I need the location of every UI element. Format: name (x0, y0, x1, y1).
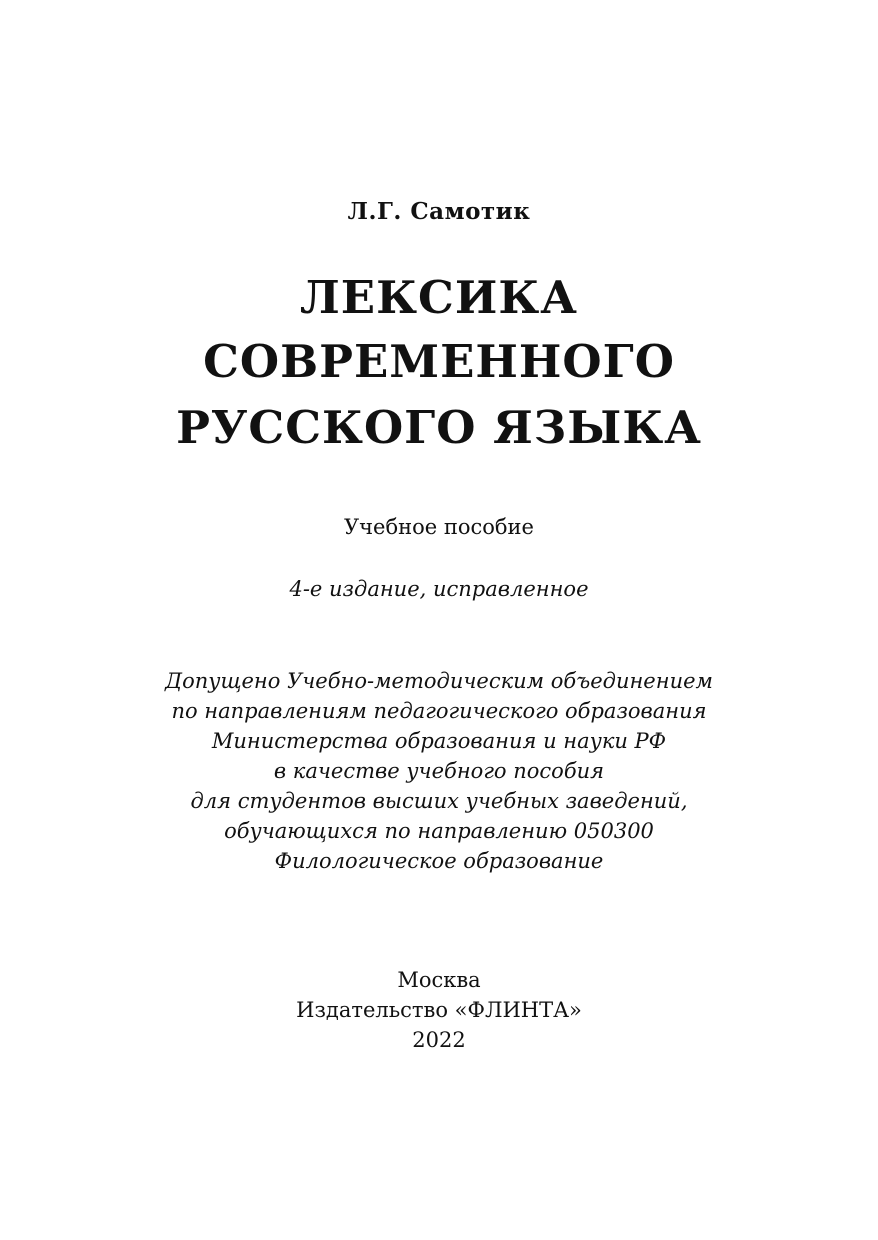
approval-line: по направлениям педагогического образования (171, 699, 707, 723)
approval-line: Филологическое образование (274, 849, 604, 873)
approval-line: Министерства образования и науки РФ (211, 729, 667, 753)
approval-line: для студентов высших учебных заведений, (190, 789, 688, 813)
publication-city: Москва (397, 968, 481, 992)
book-title-line-2: СОВРЕМЕННОГО (203, 335, 675, 388)
publisher-name: Издательство «ФЛИНТА» (296, 998, 582, 1022)
publication-imprint (0, 965, 878, 1055)
book-title-line-3: РУССКОГО ЯЗЫКА (176, 401, 702, 454)
author-name: Л.Г. Самотик (347, 198, 531, 225)
publication-year: 2022 (412, 1028, 466, 1052)
approval-line: Допущено Учебно-методическим объединением (165, 669, 713, 693)
edition-note: 4-е издание, исправленное (289, 577, 589, 601)
approval-line: в качестве учебного пособия (273, 759, 605, 783)
book-title-line-1: ЛЕКСИКА (300, 271, 578, 324)
approval-statement (0, 666, 878, 876)
approval-line: обучающихся по направлению 050300 (224, 819, 654, 843)
document-type: Учебное пособие (344, 515, 534, 539)
